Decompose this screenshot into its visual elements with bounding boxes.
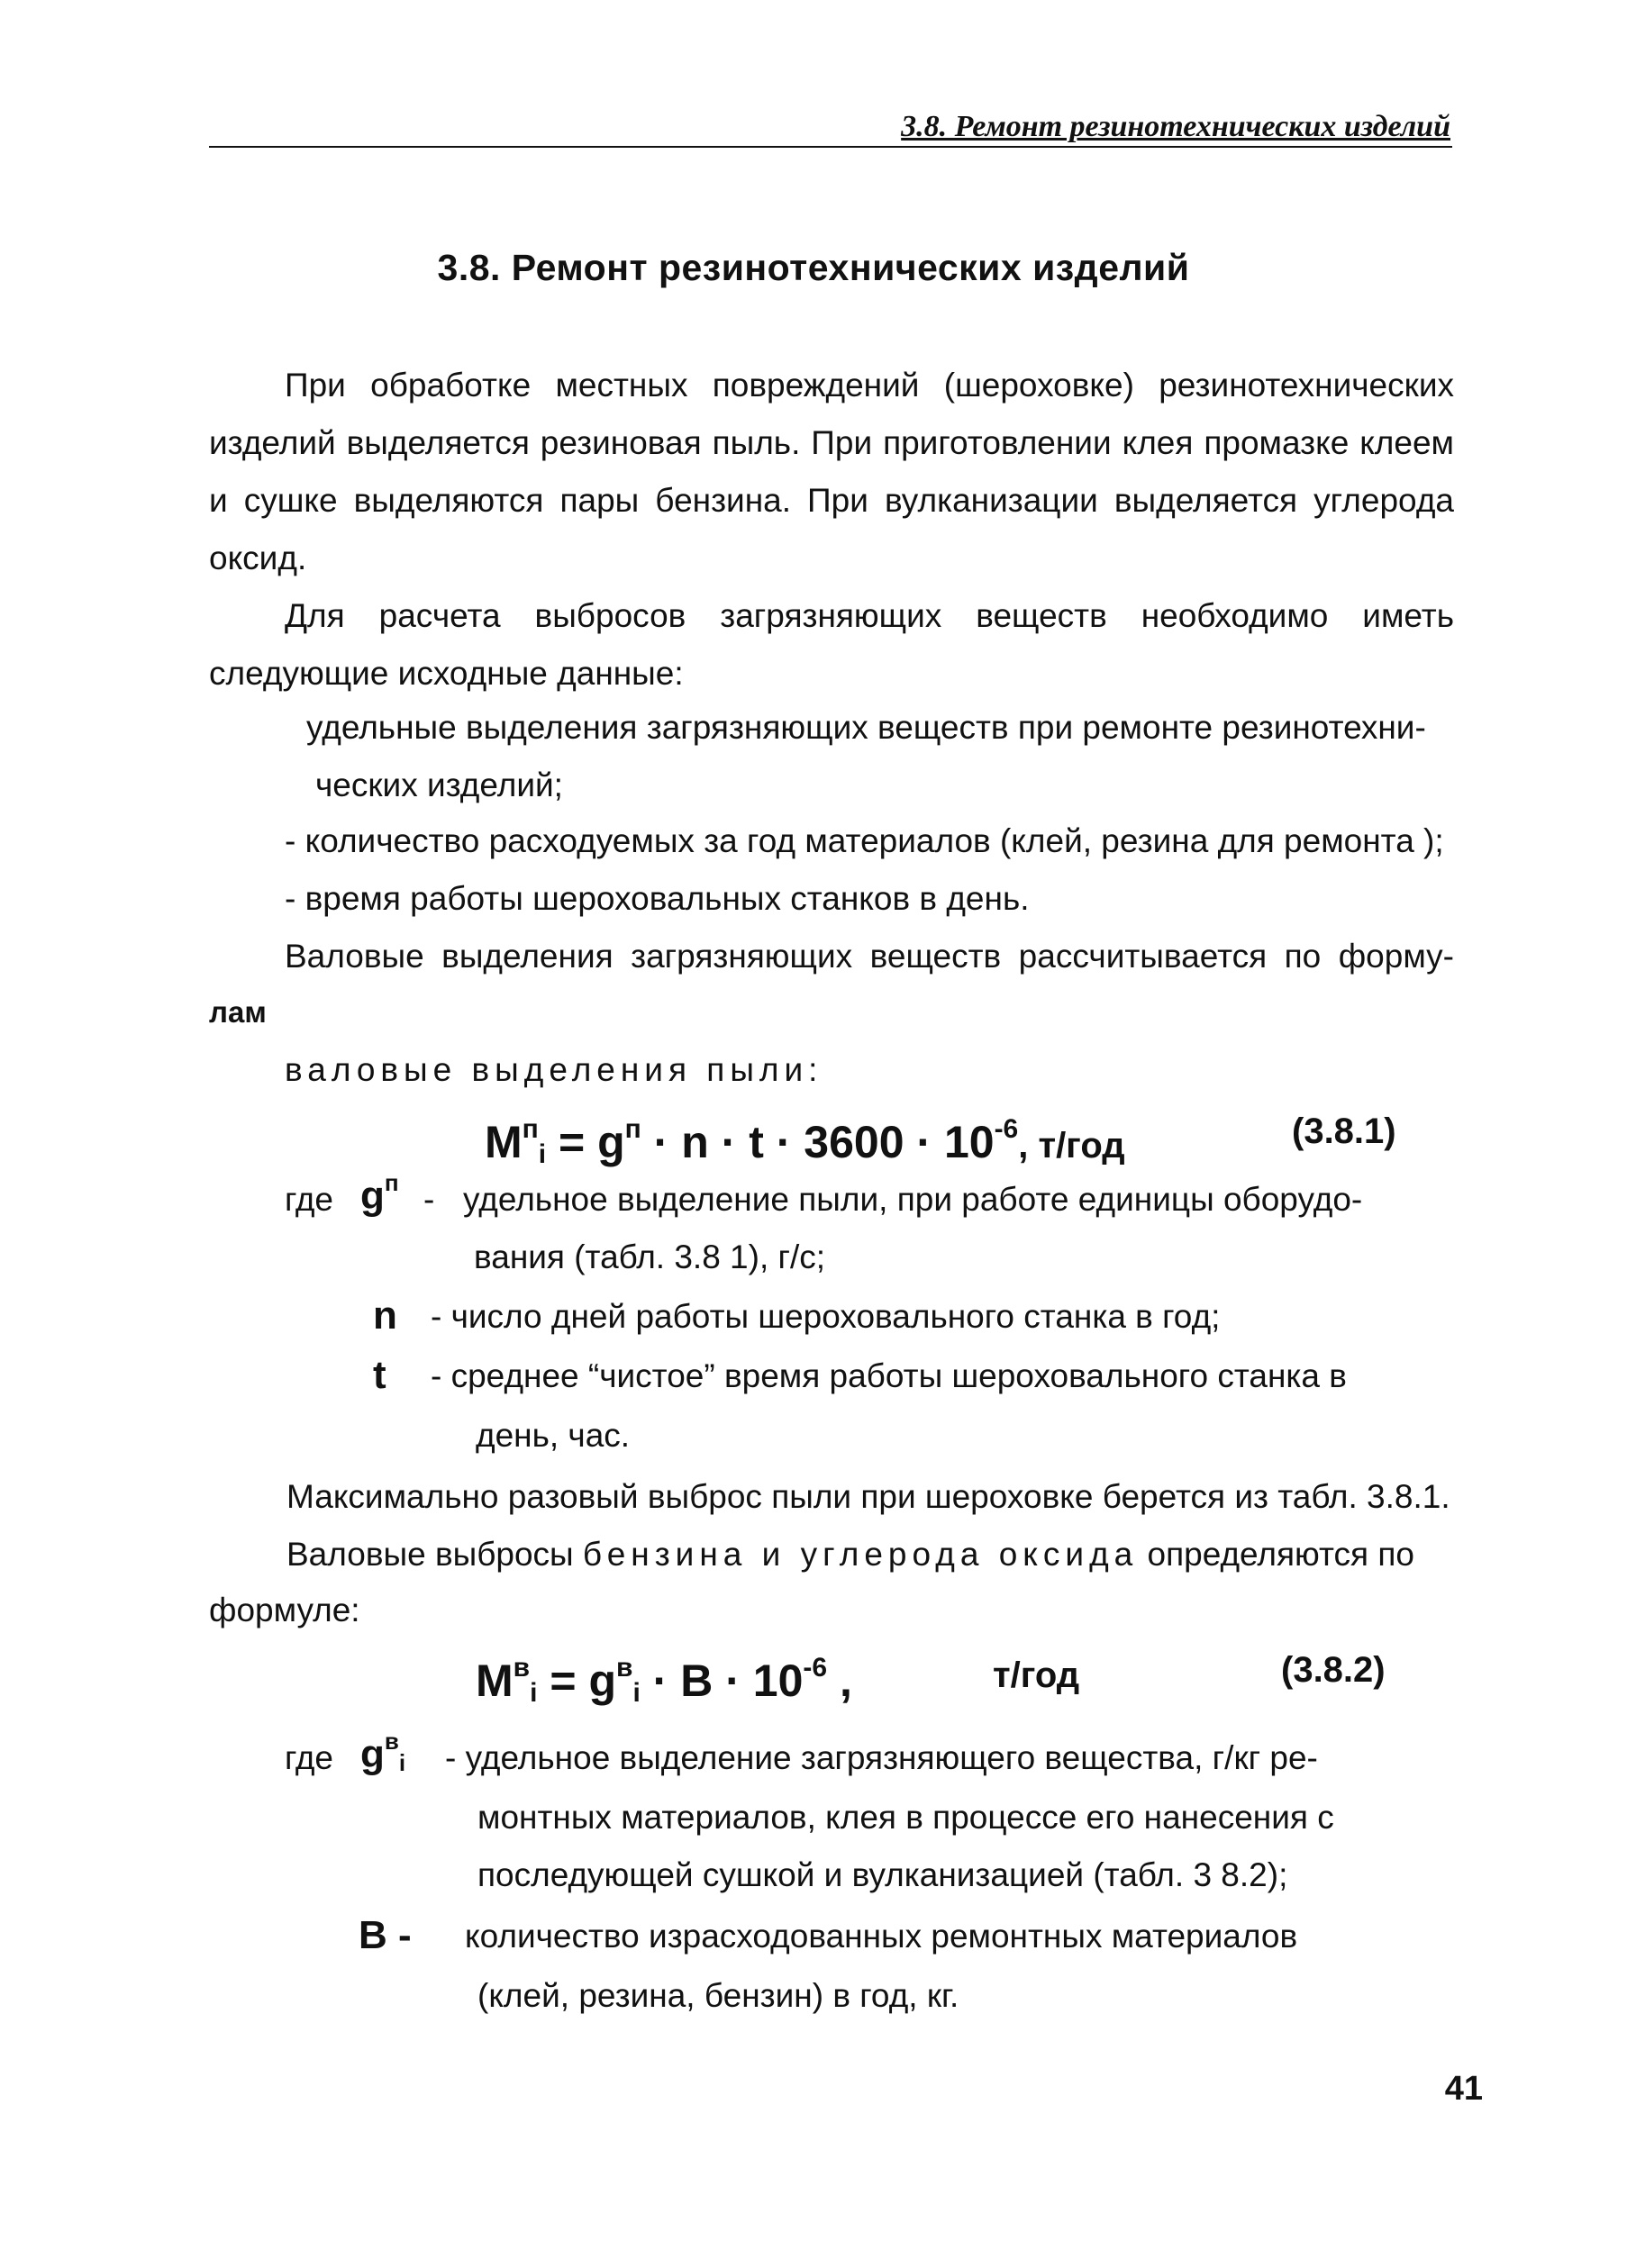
page-number: 41 (1444, 2070, 1483, 2108)
running-header: 3.8. Ремонт резинотехнических изделий (901, 110, 1450, 143)
benzine-line-2: формуле: (209, 1592, 360, 1628)
where-1-t-desc-line-1: - среднее “чистое” время работы шероховального станка в (431, 1357, 1347, 1394)
header-rule (209, 146, 1452, 148)
intro-paragraph-2: Для расчета выбросов загрязняющих веществ необходимо иметь следующие исходные данные: (209, 597, 1454, 692)
list-item-2: - количество расходуемых за год материалов (клей, резина для ремонта ); (285, 822, 1444, 859)
where-1-n-desc: - число дней работы шероховального станка в год; (431, 1298, 1221, 1335)
where-2-label: где (285, 1739, 334, 1776)
gross-text-line-2: лам (209, 995, 267, 1029)
formula-1-g: g (597, 1117, 625, 1167)
benzine-line-1: Валовые выбросы бензина и углерода оксида определяются по (286, 1536, 1414, 1573)
where-1-g-dash: - (423, 1181, 435, 1218)
where-2-B-symbol: B - (359, 1913, 412, 1957)
gross-text-line-1: Валовые выделения загрязняющих веществ рассчитывается по форму- (285, 938, 1454, 975)
formula-3-8-2: $M^в_i = g^в_i \cdot B \cdot 10^{-6}$ , (476, 1653, 852, 1708)
dust-heading: валовые выделения пыли: (285, 1051, 823, 1088)
formula-3-8-1 (485, 1102, 1125, 1182)
where-1-g-symbol: $g^п$ (360, 1169, 399, 1218)
where-1-label: где (285, 1181, 334, 1218)
where-2-g-desc-line-1: - удельное выделение загрязняющего вещества, г/кг ре- (445, 1739, 1318, 1776)
where-2-B-desc-line-1: количество израсходованных ремонтных материалов (465, 1918, 1298, 1955)
where-1-g-desc-line-2: вания (табл. 3.8 1), г/с; (474, 1238, 826, 1275)
where-2-g-symbol: $g^в_i$ (360, 1728, 406, 1776)
where-1-n-symbol: n (373, 1293, 397, 1338)
section-title: 3.8. Ремонт резинотехнических изделий (437, 247, 1190, 288)
formula-1-exponent: -6 (994, 1114, 1019, 1144)
formula-1-body: · n · t · 3600 · 10 (641, 1117, 995, 1167)
formula-1-M-sub: i (538, 1139, 547, 1169)
where-1-t-desc-line-2: день, час. (476, 1417, 631, 1454)
list-item-1-line-2: ческих изделий; (315, 767, 563, 803)
where-2-g-desc-line-3: последующей сушкой и вулканизацией (табл. 3 8.2); (477, 1856, 1288, 1893)
formula-1-g-sup: п (624, 1114, 641, 1144)
equation-number-2: (3.8.2) (1281, 1650, 1386, 1690)
formula-1-M-sup: п (522, 1114, 539, 1144)
where-1-g-desc-line-1: удельное выделение пыли, при работе единицы оборудо- (463, 1181, 1363, 1218)
where-2-g-desc-line-2: монтных материалов, клея в процессе его нанесения с (477, 1799, 1334, 1836)
where-2-B-desc-line-2: (клей, резина, бензин) в год, кг. (477, 1977, 959, 2014)
intro-paragraph-1: При обработке местных повреждений (шероховке) резинотехнических изделий выделяется резиновая пыль. При приготовлении клея промазке клеем и сушке выделяются пары бензина. При вулканизации выделяется углерода оксид. (209, 367, 1454, 576)
list-item-1-line-1: удельные выделения загрязняющих веществ при ремонте резинотехни- (306, 709, 1426, 746)
formula-1-eq: = (546, 1117, 598, 1167)
formula-1-M: M (485, 1117, 523, 1167)
formula-2-unit: т/год (993, 1656, 1080, 1695)
max-emission-note: Максимально разовый выброс пыли при шероховке берется из табл. 3.8.1. (286, 1478, 1450, 1515)
equation-number-1: (3.8.1) (1292, 1111, 1396, 1151)
formula-1-unit: , т/год (1018, 1126, 1125, 1166)
list-item-3: - время работы шероховальных станков в день. (285, 880, 1030, 917)
where-1-t-symbol: t (373, 1353, 386, 1397)
